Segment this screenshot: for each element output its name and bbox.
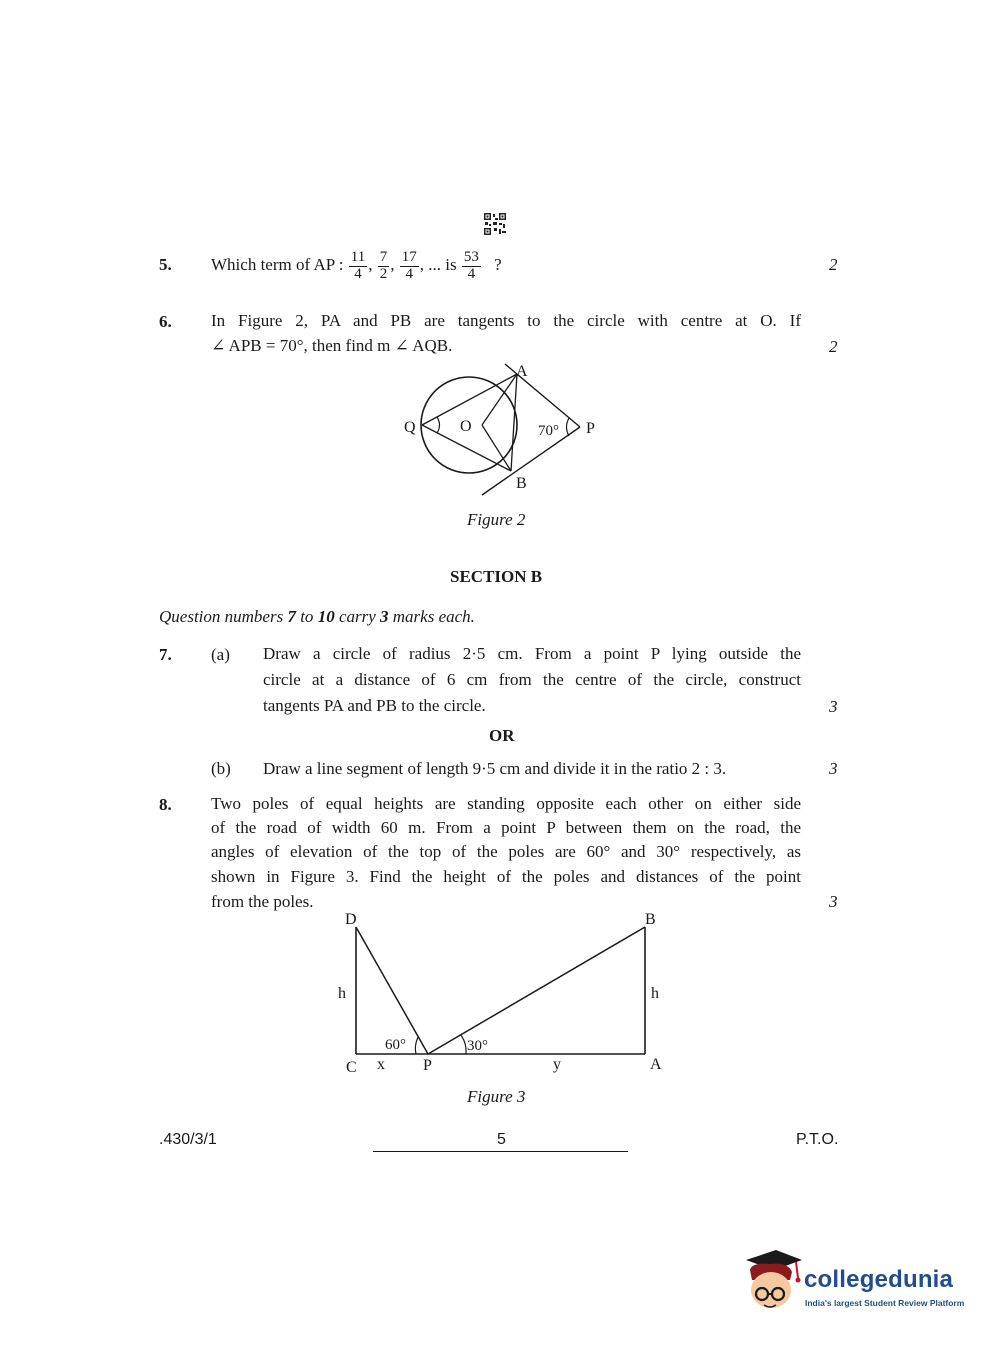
angle-p-arc <box>567 418 570 436</box>
angle-q-arc <box>437 417 440 433</box>
paper-code: .430/3/1 <box>159 1131 217 1148</box>
figure-3-label-h-right: h <box>651 985 659 1002</box>
question-8-line-4: shown in Figure 3. Find the height of the poles and distances of the point <box>211 867 801 886</box>
figure-2-label-angle: 70° <box>538 423 559 439</box>
question-8-number: 8. <box>159 795 172 814</box>
figure-3-diagram <box>330 905 675 1080</box>
figure-3-label-h-left: h <box>338 985 346 1002</box>
figure-2-label-p: P <box>586 420 595 437</box>
section-title: SECTION B <box>450 567 543 586</box>
question-8-line-3: angles of elevation of the top of the poles are 60° and 30° respectively, as <box>211 842 801 861</box>
question-5-ellipsis: , ... is <box>419 255 457 274</box>
page-number: 5 <box>497 1131 506 1148</box>
fraction-4: $\frac{53}{4}$ <box>463 248 479 282</box>
question-7b-label: (b) <box>211 759 231 778</box>
fraction-2: $\frac{7}{2}$ <box>379 248 388 282</box>
question-5-prefix: Which term of AP : <box>211 255 344 274</box>
question-5-marks: 2 <box>829 255 838 274</box>
question-7a-label: (a) <box>211 645 230 664</box>
question-6-line-2: ∠ APB = 70°, then find m ∠ AQB. <box>211 336 453 355</box>
figure-2-label-q: Q <box>404 419 416 436</box>
figure-3-label-x: x <box>377 1056 385 1073</box>
radius-oa <box>482 374 517 425</box>
question-7a-marks: 3 <box>829 697 838 716</box>
question-8-line-5: from the poles. <box>211 892 314 911</box>
question-5-qmark: ? <box>494 255 502 274</box>
chord-ab <box>511 374 517 471</box>
figure-3-caption: Figure 3 <box>467 1087 526 1106</box>
question-7-number: 7. <box>159 645 172 664</box>
question-7a-line-1: Draw a circle of radius 2·5 cm. From a point P lying outside the <box>263 644 801 663</box>
question-7-or: OR <box>489 726 515 745</box>
figure-3-label-c: C <box>346 1059 357 1076</box>
figure-2-label-b: B <box>516 475 527 492</box>
angle-60-arc <box>415 1037 418 1054</box>
pto-label: P.T.O. <box>796 1131 839 1148</box>
figure-3-label-p: P <box>423 1057 432 1074</box>
mascot-icon <box>742 1250 804 1316</box>
question-8-line-2: of the road of width 60 m. From a point P between them on the road, the <box>211 818 801 837</box>
collegedunia-watermark <box>742 1250 972 1320</box>
question-5-number: 5. <box>159 255 172 274</box>
figure-3-label-30: 30° <box>467 1038 488 1054</box>
question-8-marks: 3 <box>829 892 838 911</box>
line-dp <box>356 927 428 1054</box>
question-7b-marks: 3 <box>829 759 838 778</box>
question-6-marks: 2 <box>829 337 838 356</box>
question-5-text: Which term of AP : $\frac{11}{4}$ , $\frac{7}{2}$ , $\frac{17}{4}$ , ... is $\frac{53}{4}$ ? <box>211 248 502 282</box>
brand-name: collegedunia <box>804 1266 954 1293</box>
fraction-1: $\frac{11}{4}$ <box>350 248 366 282</box>
section-instruction: Question numbers 7 to 10 carry 3 marks each. <box>159 607 475 626</box>
line-pb <box>428 927 645 1054</box>
figure-2-diagram <box>390 358 620 503</box>
question-6-number: 6. <box>159 312 172 331</box>
fraction-3: $\frac{17}{4}$ <box>401 248 417 282</box>
figure-3-label-b: B <box>645 911 656 928</box>
tangent-pb <box>482 427 580 495</box>
figure-2-label-o: O <box>460 418 472 435</box>
figure-2-caption: Figure 2 <box>467 510 526 529</box>
figure-3-label-d: D <box>345 911 357 928</box>
footer-rule <box>373 1151 628 1152</box>
angle-30-arc <box>461 1035 466 1054</box>
qr-code-icon <box>483 212 507 236</box>
question-7a-line-3: tangents PA and PB to the circle. <box>263 696 486 715</box>
question-6-line-1: In Figure 2, PA and PB are tangents to the circle with centre at O. If <box>211 311 801 330</box>
figure-2-label-a: A <box>516 363 528 380</box>
brand-tagline: India's largest Student Review Platform <box>805 1298 965 1308</box>
question-8-line-1: Two poles of equal heights are standing opposite each other on either side <box>211 794 801 813</box>
figure-3-label-y: y <box>553 1056 561 1073</box>
question-7a-line-2: circle at a distance of 6 cm from the centre of the circle, construct <box>263 670 801 689</box>
figure-3-label-60: 60° <box>385 1037 406 1053</box>
question-7b-text: Draw a line segment of length 9·5 cm and divide it in the ratio 2 : 3. <box>263 759 727 778</box>
figure-3-label-a: A <box>650 1056 662 1073</box>
